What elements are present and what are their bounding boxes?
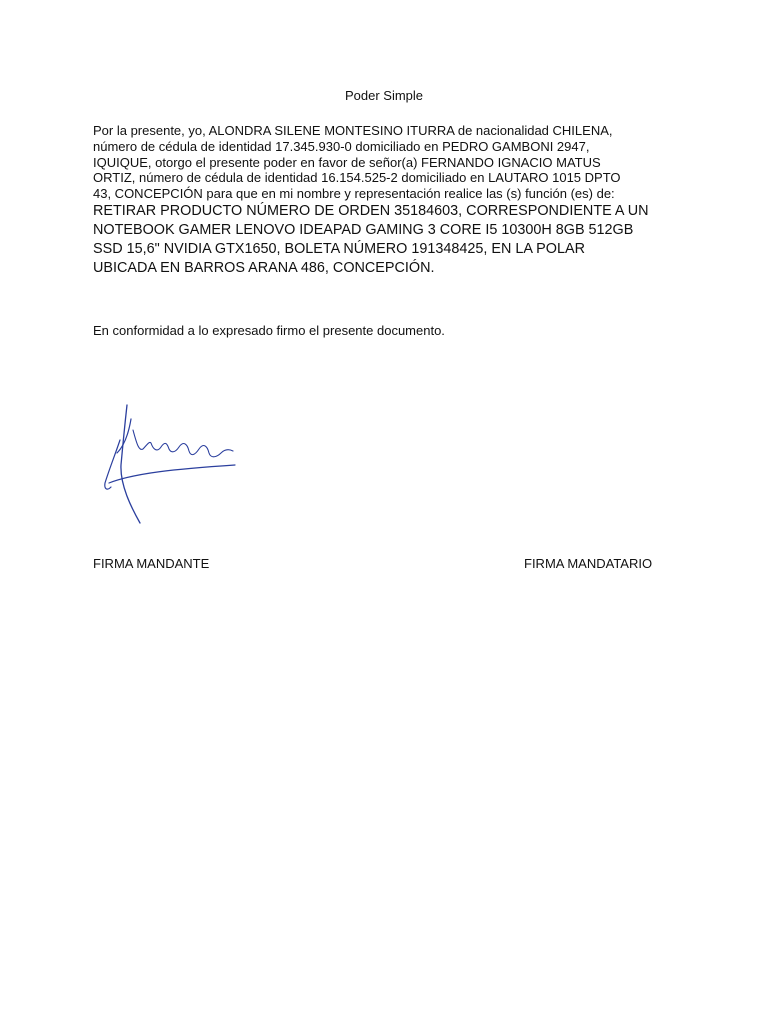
paragraph-line: Por la presente, yo, ALONDRA SILENE MONTESINO ITURRA de nacionalidad CHILENA, (93, 123, 613, 138)
paragraph-line: ORTIZ, número de cédula de identidad 16.154.525-2 domiciliado en LAUTARO 1015 DPTO (93, 170, 621, 186)
signature-label-mandatario: FIRMA MANDATARIO (524, 556, 653, 571)
paragraph-line: 43, CONCEPCIÓN para que en mi nombre y representación realice las (s) función (es) de: (93, 186, 615, 202)
conformity-statement: En conformidad a lo expresado firmo el presente documento. (93, 323, 445, 338)
paragraph-line-large: UBICADA EN BARROS ARANA 486, CONCEPCIÓN. (93, 259, 435, 276)
handwritten-signature-icon (95, 395, 265, 530)
paragraph-line: número de cédula de identidad 17.345.930-0 domiciliado en PEDRO GAMBONI 2947, (93, 138, 590, 154)
document-title: Poder Simple (344, 88, 424, 103)
paragraph-line-large: SSD 15,6" NVIDIA GTX1650, BOLETA NÚMERO 191348425, EN LA POLAR (93, 240, 585, 257)
power-of-attorney-paragraph (93, 123, 675, 278)
paragraph-line-large: RETIRAR PRODUCTO NÚMERO DE ORDEN 35184603, CORRESPONDIENTE A UN (93, 202, 649, 219)
paragraph-line: IQUIQUE, otorgo el presente poder en favor de señor(a) FERNANDO IGNACIO MATUS (93, 154, 601, 170)
paragraph-line-large: NOTEBOOK GAMER LENOVO IDEAPAD GAMING 3 CORE I5 10300H 8GB 512GB (93, 221, 634, 238)
signature-label-mandante: FIRMA MANDANTE (93, 556, 210, 571)
